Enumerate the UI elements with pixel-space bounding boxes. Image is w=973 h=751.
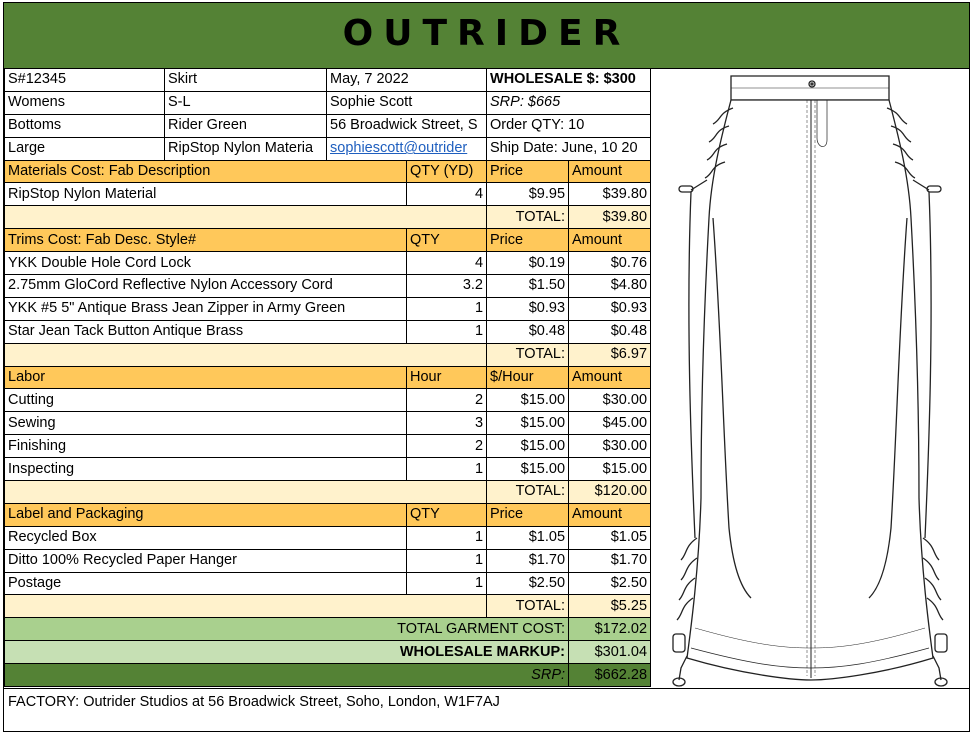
skirt-flat-sketch (651, 68, 969, 688)
info-cell: S-L (165, 91, 327, 114)
trims-row (5, 297, 651, 320)
item-price: $15.00 (487, 412, 569, 435)
materials-header: Materials Cost: Fab Description (5, 160, 407, 183)
packaging-row (5, 549, 651, 572)
materials-total-row (5, 206, 651, 229)
total-label: TOTAL: (487, 206, 569, 229)
packaging-amount-header: Amount (569, 503, 651, 526)
garment-cost-label: TOTAL GARMENT COST: (5, 618, 569, 641)
labor-header-row (5, 366, 651, 389)
info-cell: Rider Green (165, 114, 327, 137)
item-price: $1.05 (487, 526, 569, 549)
item-price: $0.19 (487, 252, 569, 275)
item-qty: 1 (407, 549, 487, 572)
item-amount: $1.05 (569, 526, 651, 549)
item-amount: $15.00 (569, 458, 651, 481)
brand-header (4, 3, 969, 69)
markup-row (5, 641, 651, 664)
trims-row (5, 320, 651, 343)
info-cell: Large (5, 137, 165, 160)
garment-cost-value: $172.02 (569, 618, 651, 641)
trims-qty-header: QTY (407, 229, 487, 252)
info-cell: May, 7 2022 (327, 69, 487, 92)
packaging-row (5, 526, 651, 549)
trims-price-header: Price (487, 229, 569, 252)
total-spacer (5, 343, 487, 366)
item-description: Recycled Box (5, 526, 407, 549)
item-description: Postage (5, 572, 407, 595)
trims-total: $6.97 (569, 343, 651, 366)
markup-label: WHOLESALE MARKUP: (5, 641, 569, 664)
item-amount: $4.80 (569, 275, 651, 298)
trims-row (5, 252, 651, 275)
item-description: Inspecting (5, 458, 407, 481)
item-amount: $1.70 (569, 549, 651, 572)
item-qty: 4 (407, 252, 487, 275)
item-description: RipStop Nylon Material (5, 183, 407, 206)
item-price: $1.50 (487, 275, 569, 298)
info-cell: Womens (5, 91, 165, 114)
item-amount: $39.80 (569, 183, 651, 206)
labor-total-row (5, 481, 651, 504)
item-amount: $0.48 (569, 320, 651, 343)
packaging-header: Label and Packaging (5, 503, 407, 526)
labor-qty-header: Hour (407, 366, 487, 389)
packaging-qty-header: QTY (407, 503, 487, 526)
item-description: Cutting (5, 389, 407, 412)
labor-row (5, 389, 651, 412)
item-qty: 2 (407, 435, 487, 458)
materials-total: $39.80 (569, 206, 651, 229)
trims-header-row (5, 229, 651, 252)
total-label: TOTAL: (487, 481, 569, 504)
srp-label: SRP: (5, 664, 569, 687)
item-price: $15.00 (487, 435, 569, 458)
materials-amount-header: Amount (569, 160, 651, 183)
contact-email-link[interactable]: sophiescott@outrider (327, 137, 487, 160)
item-qty: 3.2 (407, 275, 487, 298)
total-spacer (5, 481, 487, 504)
info-cell: 56 Broadwick Street, S (327, 114, 487, 137)
item-amount: $30.00 (569, 389, 651, 412)
item-description: Sewing (5, 412, 407, 435)
item-description: Finishing (5, 435, 407, 458)
item-price: $9.95 (487, 183, 569, 206)
labor-row (5, 458, 651, 481)
info-cell: Ship Date: June, 10 20 (487, 137, 651, 160)
item-price: $15.00 (487, 389, 569, 412)
item-qty: 1 (407, 526, 487, 549)
item-amount: $45.00 (569, 412, 651, 435)
trims-row (5, 275, 651, 298)
factory-footer: FACTORY: Outrider Studios at 56 Broadwick Street, Soho, London, W1F7AJ (4, 688, 969, 731)
item-description: YKK Double Hole Cord Lock (5, 252, 407, 275)
packaging-header-row (5, 503, 651, 526)
trims-header: Trims Cost: Fab Desc. Style# (5, 229, 407, 252)
item-amount: $2.50 (569, 572, 651, 595)
trims-amount-header: Amount (569, 229, 651, 252)
item-price: $0.48 (487, 320, 569, 343)
item-description: 2.75mm GloCord Reflective Nylon Accessory Cord (5, 275, 407, 298)
info-cell: SRP: $665 (487, 91, 651, 114)
info-row (5, 69, 651, 92)
materials-qty-header: QTY (YD) (407, 160, 487, 183)
item-amount: $0.93 (569, 297, 651, 320)
info-cell: Sophie Scott (327, 91, 487, 114)
info-row (5, 91, 651, 114)
item-price: $2.50 (487, 572, 569, 595)
materials-price-header: Price (487, 160, 569, 183)
trims-total-row (5, 343, 651, 366)
item-price: $0.93 (487, 297, 569, 320)
packaging-price-header: Price (487, 503, 569, 526)
item-description: Ditto 100% Recycled Paper Hanger (5, 549, 407, 572)
packaging-total-row (5, 595, 651, 618)
packaging-total: $5.25 (569, 595, 651, 618)
item-qty: 1 (407, 297, 487, 320)
item-price: $1.70 (487, 549, 569, 572)
info-cell: Skirt (165, 69, 327, 92)
item-description: YKK #5 5" Antique Brass Jean Zipper in Army Green (5, 297, 407, 320)
labor-total: $120.00 (569, 481, 651, 504)
info-row (5, 137, 651, 160)
item-qty: 1 (407, 458, 487, 481)
info-cell: Bottoms (5, 114, 165, 137)
info-cell: RipStop Nylon Materia (165, 137, 327, 160)
labor-price-header: $/Hour (487, 366, 569, 389)
info-cell: WHOLESALE $: $300 (487, 69, 651, 92)
total-label: TOTAL: (487, 343, 569, 366)
markup-value: $301.04 (569, 641, 651, 664)
info-cell: Order QTY: 10 (487, 114, 651, 137)
item-description: Star Jean Tack Button Antique Brass (5, 320, 407, 343)
info-row (5, 114, 651, 137)
labor-header: Labor (5, 366, 407, 389)
srp-row (5, 664, 651, 687)
item-qty: 4 (407, 183, 487, 206)
labor-amount-header: Amount (569, 366, 651, 389)
packaging-row (5, 572, 651, 595)
total-spacer (5, 206, 487, 229)
item-amount: $0.76 (569, 252, 651, 275)
total-spacer (5, 595, 487, 618)
item-qty: 3 (407, 412, 487, 435)
item-price: $15.00 (487, 458, 569, 481)
item-amount: $30.00 (569, 435, 651, 458)
srp-value: $662.28 (569, 664, 651, 687)
materials-row (5, 183, 651, 206)
item-qty: 1 (407, 320, 487, 343)
labor-row (5, 412, 651, 435)
tech-pack-sheet (3, 2, 970, 732)
labor-row (5, 435, 651, 458)
item-qty: 1 (407, 572, 487, 595)
total-label: TOTAL: (487, 595, 569, 618)
garment-cost-row (5, 618, 651, 641)
cost-sheet-table (4, 68, 651, 687)
info-cell: S#12345 (5, 69, 165, 92)
brand-title: OUTRIDER (342, 13, 631, 54)
materials-header-row (5, 160, 651, 183)
item-qty: 2 (407, 389, 487, 412)
